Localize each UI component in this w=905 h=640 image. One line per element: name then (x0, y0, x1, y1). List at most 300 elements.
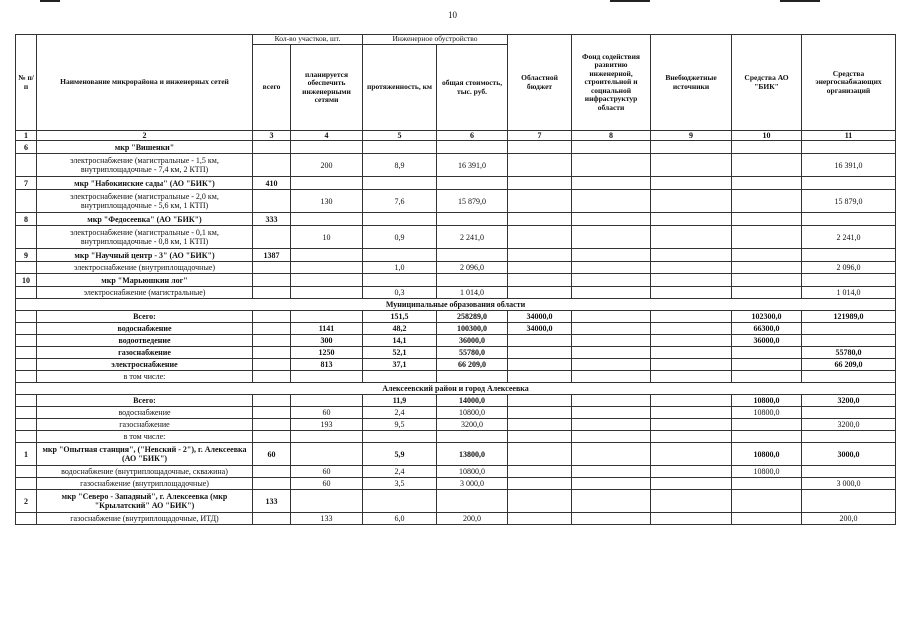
col-number: 3 (253, 131, 291, 141)
cell-fund (572, 395, 651, 407)
cell-extrabudget (651, 407, 732, 419)
cell-total (253, 431, 291, 443)
cell-length: 0,9 (363, 226, 437, 249)
cell-energy (802, 249, 896, 262)
cell-cost (437, 431, 508, 443)
col-number: 7 (508, 131, 572, 141)
cell-bik (732, 213, 802, 226)
cell-name: в том числе: (37, 371, 253, 383)
cell-fund (572, 371, 651, 383)
cell-regional (508, 478, 572, 490)
cell-name: водоснабжение (37, 323, 253, 335)
cell-name: мкр "Научный центр - 3" (АО "БИК") (37, 249, 253, 262)
cell-extrabudget (651, 262, 732, 274)
cell-num (16, 431, 37, 443)
cell-total (253, 287, 291, 299)
cell-extrabudget (651, 226, 732, 249)
cell-regional: 34000,0 (508, 311, 572, 323)
cell-num (16, 323, 37, 335)
page-number: 10 (448, 10, 457, 20)
cell-energy: 2 096,0 (802, 262, 896, 274)
cell-bik (732, 371, 802, 383)
cell-name: водоснабжение (внутриплощадочные, скважина) (37, 466, 253, 478)
section-title: Алексеевский район и город Алексеевка (16, 383, 896, 395)
table-row (16, 323, 896, 335)
cell-bik: 66300,0 (732, 323, 802, 335)
cell-fund (572, 226, 651, 249)
cell-fund (572, 490, 651, 513)
cell-extrabudget (651, 431, 732, 443)
cell-bik (732, 249, 802, 262)
cell-regional (508, 274, 572, 287)
cell-regional (508, 190, 572, 213)
cell-cost: 14000,0 (437, 395, 508, 407)
cell-name: электроснабжение (37, 359, 253, 371)
table-row (16, 513, 896, 525)
cell-num (16, 287, 37, 299)
cell-length: 11,9 (363, 395, 437, 407)
cell-extrabudget (651, 513, 732, 525)
column-numbers-row (16, 131, 896, 141)
header-cost: общая стоимость, тыс. руб. (437, 45, 508, 131)
cell-cost: 3200,0 (437, 419, 508, 431)
col-number: 1 (16, 131, 37, 141)
table-row (16, 226, 896, 249)
cell-bik (732, 513, 802, 525)
cell-bik (732, 287, 802, 299)
cell-regional (508, 287, 572, 299)
cell-cost: 10800,0 (437, 466, 508, 478)
cell-fund (572, 287, 651, 299)
cell-fund (572, 335, 651, 347)
cell-planned (291, 311, 363, 323)
cell-length (363, 371, 437, 383)
cell-fund (572, 359, 651, 371)
cell-regional (508, 407, 572, 419)
cell-cost (437, 274, 508, 287)
cell-total (253, 141, 291, 154)
table-row (16, 154, 896, 177)
cell-num (16, 407, 37, 419)
cell-fund (572, 311, 651, 323)
cell-regional (508, 335, 572, 347)
cell-fund (572, 323, 651, 335)
cell-num: 6 (16, 141, 37, 154)
cell-extrabudget (651, 311, 732, 323)
cell-length (363, 177, 437, 190)
cell-energy (802, 466, 896, 478)
table-row (16, 177, 896, 190)
section-title-row (16, 383, 896, 395)
cell-planned: 60 (291, 407, 363, 419)
cell-total (253, 226, 291, 249)
table-row (16, 311, 896, 323)
cell-fund (572, 249, 651, 262)
cell-energy (802, 335, 896, 347)
scan-edge-line (780, 0, 820, 2)
cell-total: 133 (253, 490, 291, 513)
col-number: 5 (363, 131, 437, 141)
table-row (16, 395, 896, 407)
cell-fund (572, 190, 651, 213)
header-fund: Фонд содействия развитию инженерной, строительной и социальной инфраструктур области (572, 35, 651, 131)
col-number: 2 (37, 131, 253, 141)
table-row (16, 490, 896, 513)
cell-extrabudget (651, 490, 732, 513)
cell-cost: 13800,0 (437, 443, 508, 466)
cell-length: 5,9 (363, 443, 437, 466)
cell-energy: 3200,0 (802, 395, 896, 407)
cell-bik (732, 478, 802, 490)
cell-cost (437, 490, 508, 513)
col-number: 4 (291, 131, 363, 141)
scan-edge-line (40, 0, 60, 2)
cell-cost: 2 096,0 (437, 262, 508, 274)
cell-regional (508, 213, 572, 226)
header-participants-group: Кол-во участков, шт. (253, 35, 363, 45)
cell-extrabudget (651, 287, 732, 299)
cell-regional (508, 359, 572, 371)
cell-regional (508, 431, 572, 443)
cell-name: в том числе: (37, 431, 253, 443)
cell-regional (508, 419, 572, 431)
cell-num: 8 (16, 213, 37, 226)
cell-length: 37,1 (363, 359, 437, 371)
cell-planned (291, 395, 363, 407)
cell-length: 151,5 (363, 311, 437, 323)
cell-total (253, 371, 291, 383)
cell-regional (508, 177, 572, 190)
cell-cost: 258289,0 (437, 311, 508, 323)
table-row (16, 213, 896, 226)
cell-num (16, 335, 37, 347)
cell-energy: 121989,0 (802, 311, 896, 323)
cell-planned (291, 443, 363, 466)
cell-fund (572, 419, 651, 431)
cell-fund (572, 262, 651, 274)
col-number: 9 (651, 131, 732, 141)
header-regional-budget: Областной бюджет (508, 35, 572, 131)
table-row (16, 190, 896, 213)
section-title-row (16, 299, 896, 311)
cell-bik (732, 141, 802, 154)
cell-regional (508, 154, 572, 177)
table-row (16, 335, 896, 347)
cell-num (16, 359, 37, 371)
cell-name: мкр "Вишенки" (37, 141, 253, 154)
cell-planned (291, 141, 363, 154)
cell-fund (572, 466, 651, 478)
cell-num (16, 262, 37, 274)
cell-extrabudget (651, 249, 732, 262)
cell-extrabudget (651, 274, 732, 287)
cell-energy (802, 323, 896, 335)
cell-cost: 16 391,0 (437, 154, 508, 177)
table-row (16, 262, 896, 274)
cell-length: 0,3 (363, 287, 437, 299)
cell-energy: 3 000,0 (802, 478, 896, 490)
cell-bik (732, 154, 802, 177)
cell-length (363, 141, 437, 154)
cell-bik: 10800,0 (732, 443, 802, 466)
cell-bik (732, 359, 802, 371)
cell-length: 1,0 (363, 262, 437, 274)
cell-name: электроснабжение (внутриплощадочные) (37, 262, 253, 274)
cell-planned: 133 (291, 513, 363, 525)
cell-planned: 300 (291, 335, 363, 347)
cell-num: 9 (16, 249, 37, 262)
cell-planned (291, 249, 363, 262)
cell-total (253, 311, 291, 323)
cell-name: Всего: (37, 395, 253, 407)
cell-extrabudget (651, 466, 732, 478)
cell-extrabudget (651, 395, 732, 407)
cell-extrabudget (651, 347, 732, 359)
table-row (16, 287, 896, 299)
cell-bik: 10800,0 (732, 407, 802, 419)
cell-length (363, 490, 437, 513)
cell-total (253, 513, 291, 525)
cell-extrabudget (651, 419, 732, 431)
cell-bik: 10800,0 (732, 466, 802, 478)
cell-regional (508, 466, 572, 478)
cell-planned: 130 (291, 190, 363, 213)
cell-length: 2,4 (363, 407, 437, 419)
cell-energy (802, 371, 896, 383)
cell-name: электроснабжение (магистральные - 2,0 км, внутриплощадочные - 5,6 км, 1 КТП) (37, 190, 253, 213)
cell-energy: 15 879,0 (802, 190, 896, 213)
cell-fund (572, 443, 651, 466)
cell-cost (437, 249, 508, 262)
cell-total (253, 359, 291, 371)
cell-num: 10 (16, 274, 37, 287)
cell-fund (572, 478, 651, 490)
cell-num (16, 311, 37, 323)
cell-energy (802, 431, 896, 443)
cell-energy (802, 274, 896, 287)
cell-name: газоснабжение (37, 419, 253, 431)
cell-total (253, 335, 291, 347)
cell-extrabudget (651, 154, 732, 177)
cell-num (16, 466, 37, 478)
cell-name: газоснабжение (37, 347, 253, 359)
cell-fund (572, 141, 651, 154)
cell-regional (508, 395, 572, 407)
table-row (16, 249, 896, 262)
cell-regional (508, 513, 572, 525)
cell-bik (732, 226, 802, 249)
cell-cost: 10800,0 (437, 407, 508, 419)
cell-name: электроснабжение (магистральные - 1,5 км, внутриплощадочные - 7,4 км, 2 КТП) (37, 154, 253, 177)
cell-fund (572, 407, 651, 419)
cell-energy (802, 141, 896, 154)
cell-total: 1387 (253, 249, 291, 262)
cell-regional (508, 226, 572, 249)
table-row (16, 141, 896, 154)
cell-cost: 66 209,0 (437, 359, 508, 371)
cell-extrabudget (651, 213, 732, 226)
cell-planned: 60 (291, 478, 363, 490)
cell-length: 3,5 (363, 478, 437, 490)
cell-total: 410 (253, 177, 291, 190)
cell-fund (572, 513, 651, 525)
cell-num (16, 226, 37, 249)
cell-planned (291, 287, 363, 299)
cell-bik: 36000,0 (732, 335, 802, 347)
cell-planned (291, 177, 363, 190)
cell-fund (572, 154, 651, 177)
cell-total (253, 466, 291, 478)
col-number: 8 (572, 131, 651, 141)
cell-bik (732, 177, 802, 190)
cell-name: водоснабжение (37, 407, 253, 419)
table-row (16, 466, 896, 478)
cell-bik (732, 262, 802, 274)
cell-energy: 16 391,0 (802, 154, 896, 177)
cell-planned (291, 213, 363, 226)
cell-regional (508, 347, 572, 359)
cell-num (16, 513, 37, 525)
cell-regional (508, 141, 572, 154)
cell-cost: 1 014,0 (437, 287, 508, 299)
cell-length (363, 431, 437, 443)
header-extrabudget: Внебюджетные источники (651, 35, 732, 131)
table-row (16, 407, 896, 419)
cell-energy: 1 014,0 (802, 287, 896, 299)
header-total: всего (253, 45, 291, 131)
cell-planned (291, 274, 363, 287)
cell-length (363, 249, 437, 262)
cell-name: мкр "Федосеевка" (АО "БИК") (37, 213, 253, 226)
cell-num: 7 (16, 177, 37, 190)
cell-energy: 3000,0 (802, 443, 896, 466)
cell-total (253, 154, 291, 177)
cell-length: 7,6 (363, 190, 437, 213)
cell-energy: 2 241,0 (802, 226, 896, 249)
cell-num (16, 190, 37, 213)
cell-energy: 3200,0 (802, 419, 896, 431)
cell-total (253, 323, 291, 335)
header-planned: планируется обеспечить инженерными сетями (291, 45, 363, 131)
scan-edge-line (610, 0, 650, 2)
cell-bik (732, 419, 802, 431)
header-engineering-group: Инженерное обустройство (363, 35, 508, 45)
cell-bik (732, 431, 802, 443)
cell-bik (732, 190, 802, 213)
table-row (16, 371, 896, 383)
cell-extrabudget (651, 323, 732, 335)
infrastructure-table (15, 34, 896, 525)
table-body (16, 141, 896, 525)
cell-length: 52,1 (363, 347, 437, 359)
cell-total (253, 407, 291, 419)
cell-planned: 10 (291, 226, 363, 249)
col-number: 11 (802, 131, 896, 141)
table-row (16, 347, 896, 359)
cell-regional (508, 249, 572, 262)
cell-extrabudget (651, 177, 732, 190)
cell-name: мкр "Северо - Западный", г. Алексеевка (мкр "Крылатский" АО "БИК") (37, 490, 253, 513)
cell-regional (508, 371, 572, 383)
cell-num (16, 154, 37, 177)
header-bik: Средства АО "БИК" (732, 35, 802, 131)
cell-cost: 55780,0 (437, 347, 508, 359)
cell-planned: 1141 (291, 323, 363, 335)
cell-total (253, 395, 291, 407)
cell-name: водоотведение (37, 335, 253, 347)
cell-cost: 15 879,0 (437, 190, 508, 213)
cell-total (253, 274, 291, 287)
cell-length: 6,0 (363, 513, 437, 525)
table-row (16, 359, 896, 371)
cell-cost: 36000,0 (437, 335, 508, 347)
cell-bik (732, 490, 802, 513)
table-row (16, 431, 896, 443)
cell-name: мкр "Опытная станция", ("Невский - 2"), г. Алексеевка (АО "БИК") (37, 443, 253, 466)
cell-fund (572, 177, 651, 190)
cell-length: 8,9 (363, 154, 437, 177)
col-number: 6 (437, 131, 508, 141)
cell-energy (802, 213, 896, 226)
cell-num (16, 478, 37, 490)
cell-num (16, 395, 37, 407)
cell-planned: 1250 (291, 347, 363, 359)
cell-planned (291, 431, 363, 443)
cell-cost (437, 141, 508, 154)
header-energy: Средства энергоснабжающих организаций (802, 35, 896, 131)
cell-name: электроснабжение (магистральные - 0,1 км, внутриплощадочные - 0,8 км, 1 КТП) (37, 226, 253, 249)
cell-name: газоснабжение (внутриплощадочные) (37, 478, 253, 490)
cell-length (363, 213, 437, 226)
cell-name: мкр "Набокинские сады" (АО "БИК") (37, 177, 253, 190)
cell-planned (291, 371, 363, 383)
cell-bik: 10800,0 (732, 395, 802, 407)
col-number: 10 (732, 131, 802, 141)
cell-energy: 66 209,0 (802, 359, 896, 371)
cell-extrabudget (651, 478, 732, 490)
cell-cost: 100300,0 (437, 323, 508, 335)
cell-fund (572, 274, 651, 287)
cell-length: 9,5 (363, 419, 437, 431)
cell-planned (291, 490, 363, 513)
cell-extrabudget (651, 335, 732, 347)
cell-total: 333 (253, 213, 291, 226)
header-name: Наименование микрорайона и инженерных сетей (37, 35, 253, 131)
cell-total: 60 (253, 443, 291, 466)
cell-cost: 200,0 (437, 513, 508, 525)
cell-total (253, 262, 291, 274)
cell-energy: 55780,0 (802, 347, 896, 359)
cell-length (363, 274, 437, 287)
cell-bik: 102300,0 (732, 311, 802, 323)
cell-fund (572, 431, 651, 443)
cell-regional (508, 443, 572, 466)
cell-length: 48,2 (363, 323, 437, 335)
cell-cost (437, 213, 508, 226)
cell-name: электроснабжение (магистральные) (37, 287, 253, 299)
cell-length: 14,1 (363, 335, 437, 347)
table-row (16, 419, 896, 431)
cell-num (16, 419, 37, 431)
cell-fund (572, 347, 651, 359)
cell-energy: 200,0 (802, 513, 896, 525)
cell-cost (437, 177, 508, 190)
cell-bik (732, 347, 802, 359)
cell-name: Всего: (37, 311, 253, 323)
cell-total (253, 347, 291, 359)
cell-regional: 34000,0 (508, 323, 572, 335)
cell-planned: 813 (291, 359, 363, 371)
